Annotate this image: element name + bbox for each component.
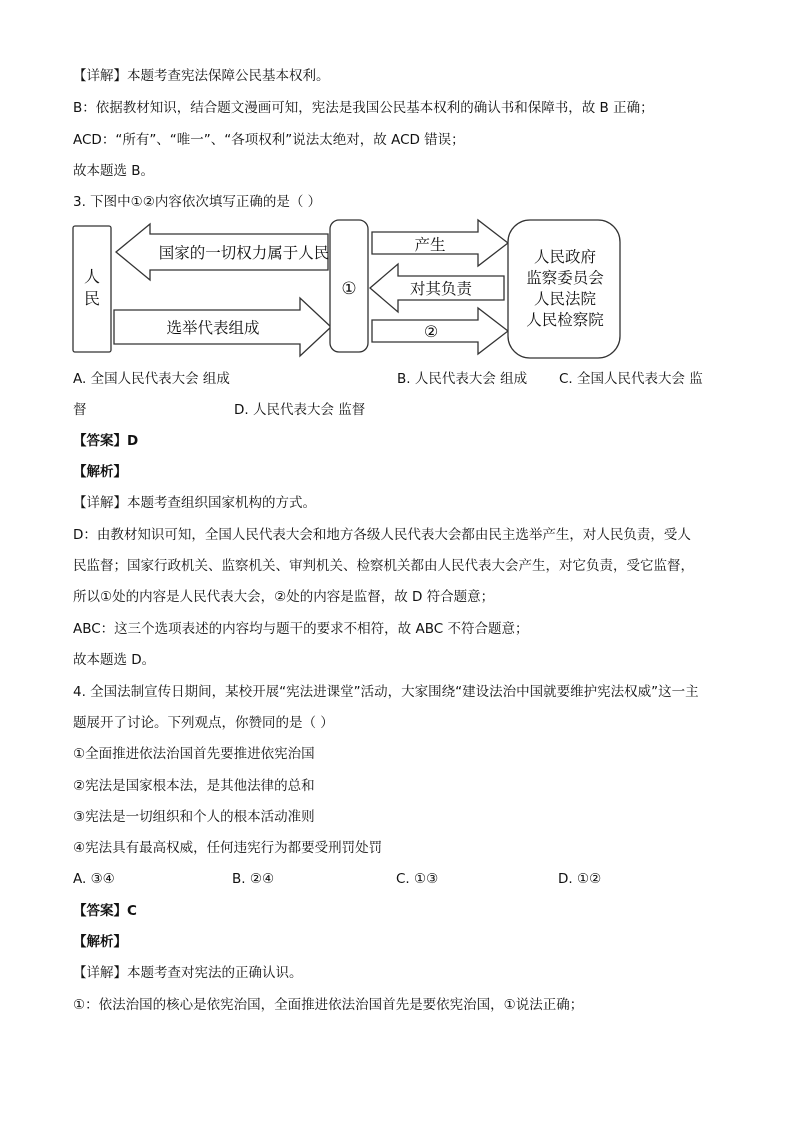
q3-stem: 3. 下图中①②内容依次填写正确的是（ ） bbox=[73, 194, 322, 210]
q3-option-b: B. 人民代表大会 组成 bbox=[397, 371, 528, 387]
state-organs-diagram bbox=[68, 214, 628, 360]
q4-stem-2: 题展开了讨论。下列观点，你赞同的是（ ） bbox=[73, 715, 334, 731]
center-label: ① bbox=[341, 279, 357, 299]
q3-option-c: C. 全国人民代表大会 监 bbox=[559, 371, 703, 387]
q3-detail: 【详解】本题考查组织国家机构的方式。 bbox=[73, 495, 316, 511]
q4-option-a: A. ③④ bbox=[73, 871, 115, 887]
org-supervisory-commission: 监察委员会 bbox=[526, 269, 604, 287]
q3-d-explanation-3: 所以①处的内容是人民代表大会，②处的内容是监督，故 D 符合题意； bbox=[73, 589, 495, 605]
arrow-top-label: 国家的一切权力属于人民 bbox=[158, 244, 330, 262]
arrow-produce-label: 产生 bbox=[414, 236, 446, 254]
org-procuratorate: 人民检察院 bbox=[526, 311, 604, 329]
q4-stem-1: 4. 全国法制宣传日期间，某校开展“宪法进课堂”活动，大家围绕“建设法治中国就要维护宪法权威”这一主 bbox=[73, 684, 699, 700]
arrow-2 bbox=[372, 308, 508, 354]
state-organs-box bbox=[508, 220, 620, 358]
q4-detail: 【详解】本题考查对宪法的正确认识。 bbox=[73, 965, 303, 981]
q4-option-b: B. ②④ bbox=[232, 871, 275, 887]
q2-option-acd-explanation: ACD：“所有”、“唯一”、“各项权利”说法太绝对，故 ACD 错误； bbox=[73, 132, 465, 148]
q3-option-d: D. 人民代表大会 监督 bbox=[234, 402, 366, 418]
people-label-1: 人 bbox=[83, 267, 101, 286]
q4-option-d: D. ①② bbox=[558, 871, 602, 887]
q2-detail: 【详解】本题考查宪法保障公民基本权利。 bbox=[73, 68, 330, 84]
q3-answer: 【答案】D bbox=[73, 433, 139, 449]
q3-option-c-continued: 督 bbox=[73, 402, 87, 418]
q4-statement-3: ③宪法是一切组织和个人的根本活动准则 bbox=[73, 809, 315, 825]
q3-analysis-heading: 【解析】 bbox=[73, 464, 127, 480]
q4-analysis-heading: 【解析】 bbox=[73, 934, 127, 950]
q4-statement-4: ④宪法具有最高权威，任何违宪行为都要受刑罚处罚 bbox=[73, 840, 383, 856]
q2-option-b-explanation: B：依据教材知识，结合题文漫画可知，宪法是我国公民基本权利的确认书和保障书，故 B 正确； bbox=[73, 100, 654, 116]
arrow-2-label: ② bbox=[423, 322, 439, 341]
org-government: 人民政府 bbox=[533, 248, 597, 266]
q3-conclusion: 故本题选 D。 bbox=[73, 652, 156, 668]
q4-option-c: C. ①③ bbox=[396, 871, 439, 887]
org-court: 人民法院 bbox=[533, 290, 597, 308]
q4-statement-2: ②宪法是国家根本法，是其他法律的总和 bbox=[73, 778, 315, 794]
q4-explanation-1: ①：依法治国的核心是依宪治国，全面推进依法治国首先是要依宪治国，①说法正确； bbox=[73, 997, 584, 1013]
arrow-responsible-label: 对其负责 bbox=[409, 280, 473, 298]
q3-option-a: A. 全国人民代表大会 组成 bbox=[73, 371, 230, 387]
q3-d-explanation-1: D：由教材知识可知，全国人民代表大会和地方各级人民代表大会都由民主选举产生，对人民负责，受人 bbox=[73, 527, 691, 543]
q3-d-explanation-2: 民监督；国家行政机关、监察机关、审判机关、检察机关都由人民代表大会产生，对它负责，受它监督， bbox=[73, 558, 694, 574]
arrow-bottom-label: 选举代表组成 bbox=[166, 319, 260, 337]
q4-statement-1: ①全面推进依法治国首先要推进依宪治国 bbox=[73, 746, 315, 762]
people-label-2: 民 bbox=[83, 289, 101, 308]
q4-answer: 【答案】C bbox=[73, 903, 137, 919]
q2-conclusion: 故本题选 B。 bbox=[73, 163, 155, 179]
q3-abc-explanation: ABC：这三个选项表述的内容均与题干的要求不相符，故 ABC 不符合题意； bbox=[73, 621, 529, 637]
